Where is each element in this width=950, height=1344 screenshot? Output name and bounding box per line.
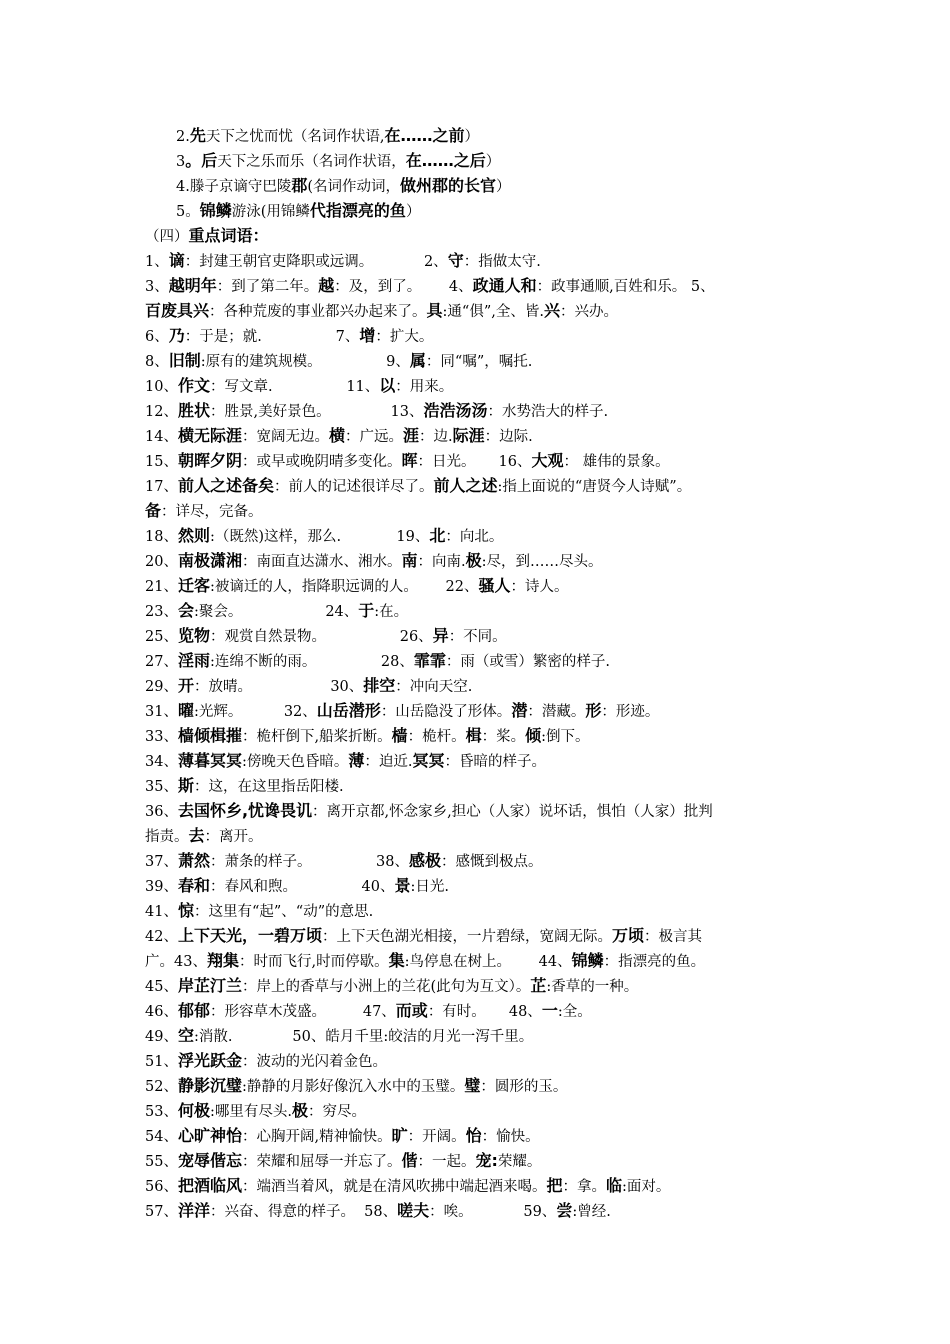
text-run: 52、 [145, 1079, 178, 1095]
text-run: ：感慨到极点。 [440, 854, 543, 870]
text-run: ：胜景,美好景色。 13、 [209, 404, 424, 420]
text-run: ：观赏自然景物。 26、 [209, 629, 433, 645]
text-line [145, 751, 546, 772]
text-run: :哪里有尽头. [209, 1104, 292, 1120]
text-line [145, 876, 449, 897]
text-line [145, 1101, 366, 1122]
text-run: ：一起。 [417, 1154, 476, 1170]
bold-term: 嗟夫 [397, 1201, 430, 1220]
text-run: ：及，到了。 4、 [334, 279, 473, 295]
text-line [145, 251, 541, 272]
bold-term: 集 [388, 951, 405, 970]
text-run: ：诗人。 [510, 579, 569, 595]
text-line [145, 801, 713, 822]
text-run: 36、 [145, 804, 178, 820]
bold-term: 谪 [168, 251, 185, 270]
text-run: ：同“嘱”，嘱托. [425, 354, 533, 370]
text-line [145, 1126, 540, 1147]
bold-term: 曜 [177, 701, 194, 720]
text-run: ：上下天色湖光相接，一片碧绿，宽阔无际。 [321, 929, 612, 945]
text-run: :消散. 50、皓月千里:皎洁的月光一泻千里。 [193, 1029, 534, 1045]
text-run: ） [485, 154, 501, 170]
bold-term: 心旷神怡 [177, 1126, 242, 1145]
text-run: 12、 [145, 404, 178, 420]
bold-term: 属 [409, 351, 426, 370]
text-run: :尽，到……尽头。 [481, 554, 603, 570]
bold-term: 上下天光，一碧万顷 [177, 926, 322, 945]
bold-term: 异 [432, 626, 449, 645]
bold-term: 潜 [511, 701, 528, 720]
bold-term: 会 [177, 601, 194, 620]
text-line [145, 726, 590, 747]
bold-term: 越 [318, 276, 335, 295]
bold-term: 南 [401, 551, 418, 570]
text-run: ：迫近. [364, 754, 413, 770]
bold-term: 尝 [556, 1201, 573, 1220]
text-line [145, 1151, 541, 1172]
text-run: ：前人的记述很详尽了。 [273, 479, 434, 495]
text-line [145, 576, 568, 597]
bold-term: 把 [546, 1176, 563, 1195]
text-run: 15、 [145, 454, 178, 470]
bold-term: 际涯 [452, 426, 485, 445]
text-run: 指责。 [145, 829, 189, 845]
bold-term: 临 [605, 1176, 622, 1195]
bold-term: 感极 [408, 851, 441, 870]
text-line [145, 401, 608, 422]
bold-term: 北 [429, 526, 446, 545]
bold-term: 骚人 [478, 576, 511, 595]
text-run: ：春风和煦。 40、 [209, 879, 395, 895]
text-run: :被谪迁的人，指降职远调的人。 22、 [209, 579, 479, 595]
bold-term: 朝晖夕阴 [177, 451, 242, 470]
text-run: ：指做太守. [463, 254, 541, 270]
text-run: :鸟停息在树上。 44、 [404, 954, 572, 970]
bold-term: 以 [379, 376, 396, 395]
bold-term: 翔集 [206, 951, 239, 970]
text-run: ） [464, 129, 479, 145]
text-run: ：昏暗的样子。 [444, 754, 546, 770]
text-run: ：山岳隐没了形体。 [380, 704, 512, 720]
text-run: ：扩大。 [375, 329, 434, 345]
text-run: ：兴奋、得意的样子。 58、 [209, 1204, 398, 1220]
bold-term: 怡 [465, 1126, 482, 1145]
text-run: :静静的月影好像沉入水中的玉璧。 [241, 1079, 465, 1095]
text-line [145, 1076, 567, 1097]
text-run: ：唉。 59、 [429, 1204, 557, 1220]
text-run: :傍晚天色昏暗。 [241, 754, 349, 770]
text-line [145, 376, 453, 397]
bold-term: 乃 [168, 326, 185, 345]
text-line [145, 301, 618, 322]
text-run: ：潜藏。 [527, 704, 586, 720]
text-run: ：有时。 48、 [427, 1004, 542, 1020]
text-line [145, 776, 344, 797]
text-run: 5。 [176, 204, 200, 220]
bold-term: 迁客 [177, 576, 210, 595]
text-run: :日光. [410, 879, 449, 895]
text-run: ：或早或晚阴晴多变化。 [241, 454, 402, 470]
text-line [145, 1026, 533, 1047]
text-run: 53、 [145, 1104, 178, 1120]
text-run: ） [496, 179, 511, 195]
text-run: 天下之乐而乐（名词作状语， [217, 154, 406, 170]
text-run: :香草的一种。 [546, 979, 639, 995]
text-run: ：边际. [484, 429, 533, 445]
text-run: ：详尽，完备。 [161, 504, 263, 520]
text-run: ： 雄伟的景象。 [563, 454, 670, 470]
text-run: 31、 [145, 704, 178, 720]
text-line [145, 976, 638, 997]
text-line [145, 501, 263, 522]
bold-term: 览物 [177, 626, 210, 645]
text-run: 54、 [145, 1129, 178, 1145]
bold-term: 芷 [530, 976, 547, 995]
text-line [145, 926, 702, 947]
text-run: 4.滕子京谪守巴陵 [176, 179, 292, 195]
text-run: 51、 [145, 1054, 178, 1070]
text-run: ：封建王朝官吏降职或远调。 2、 [184, 254, 448, 270]
text-run: 49、 [145, 1029, 178, 1045]
bold-term: 岸芷汀兰 [177, 976, 242, 995]
text-run: ：向北。 [445, 529, 504, 545]
text-line [145, 626, 507, 647]
bold-term: 樯 [391, 726, 408, 745]
bold-term: 排空 [363, 676, 396, 695]
bold-term: 南极潇湘 [177, 551, 242, 570]
bold-term: 兴 [543, 301, 560, 320]
text-line [145, 901, 373, 922]
text-line [145, 476, 691, 497]
text-line [145, 526, 503, 547]
bold-term: 万顷 [611, 926, 644, 945]
bold-term: 空 [177, 1026, 194, 1045]
bold-term: 锦鳞 [199, 201, 232, 220]
bold-term: 静影沉璧 [177, 1076, 242, 1095]
text-run: ：放晴。 30、 [193, 679, 364, 695]
text-run: ：形迹。 [601, 704, 660, 720]
text-run: 14、 [145, 429, 178, 445]
bold-term: 晖 [401, 451, 418, 470]
bold-term: 在……之后 [405, 151, 486, 170]
text-line [145, 351, 532, 372]
bold-term: 政通人和 [472, 276, 537, 295]
text-run: ：心胸开阔,精神愉快。 [241, 1129, 392, 1145]
bold-term: 形 [585, 701, 602, 720]
text-run: ） [405, 204, 421, 220]
text-run: :原有的建筑规模。 9、 [200, 354, 410, 370]
text-run: :在。 [374, 604, 409, 620]
bold-term: 宠: [475, 1151, 498, 1170]
text-run: 荣耀。 [497, 1154, 542, 1170]
text-line [145, 326, 433, 347]
bold-term: 萧然 [177, 851, 210, 870]
bold-term: 冥冥 [412, 751, 445, 770]
text-run: ：到了第二年。 [216, 279, 319, 295]
text-run: 广。43、 [145, 954, 207, 970]
text-run: （四） [145, 229, 189, 245]
bold-term: 越明年 [168, 276, 217, 295]
text-line [145, 1051, 387, 1072]
text-line [145, 826, 263, 847]
bold-term: 一 [541, 1001, 558, 1020]
text-run: 3、 [145, 279, 169, 295]
text-run: ：岸上的香草与小洲上的兰花(此句为互文）。 [241, 979, 531, 995]
text-run: 23、 [145, 604, 178, 620]
text-run: ：离开京都,怀念家乡,担心（人家）说坏话，惧怕（人家）批判 [312, 804, 713, 820]
bold-term: 何极 [177, 1101, 210, 1120]
text-run: ：离开。 [204, 829, 263, 845]
bold-term: 大观 [531, 451, 564, 470]
text-run: 25、 [145, 629, 178, 645]
bold-term: 楫 [465, 726, 482, 745]
bold-term: 旷 [391, 1126, 408, 1145]
bold-term: 洋洋 [177, 1201, 210, 1220]
bold-term: 具 [426, 301, 443, 320]
bold-term: 作文 [177, 376, 210, 395]
text-line [145, 1176, 670, 1197]
text-line [176, 201, 420, 222]
text-run: 29、 [145, 679, 178, 695]
bold-term: 开 [177, 676, 194, 695]
text-run: :指上面说的“唐贤今人诗赋”。 [497, 479, 692, 495]
text-run: ：不同。 [448, 629, 507, 645]
text-run: ：波动的光闪着金色。 [241, 1054, 387, 1070]
text-run: :聚会。 24、 [193, 604, 359, 620]
text-run: (名词作动词， [307, 179, 401, 195]
text-line [145, 676, 472, 697]
bold-term: 山岳潜形 [316, 701, 381, 720]
bold-term: 霏霏 [413, 651, 446, 670]
text-run: :曾经. [572, 1204, 611, 1220]
text-run: ：指漂亮的鱼。 [603, 954, 706, 970]
text-run: :（既然)这样，那么. 19、 [209, 529, 430, 545]
bold-term: 郡 [291, 176, 308, 195]
text-run: 45、 [145, 979, 178, 995]
bold-term: 璧 [464, 1076, 481, 1095]
bold-term: 横 [328, 426, 345, 445]
bold-term: 横无际涯 [177, 426, 242, 445]
text-run: ：极言其 [643, 929, 702, 945]
text-run: 27、 [145, 654, 178, 670]
text-run: ：用来。 [395, 379, 454, 395]
bold-term: 把酒临风 [177, 1176, 242, 1195]
bold-term: 樯倾楫摧 [177, 726, 242, 745]
text-run: 8、 [145, 354, 169, 370]
text-run: :通“俱”,全、皆. [442, 304, 544, 320]
text-run: ：各种荒废的事业都兴办起来了。 [209, 304, 427, 320]
bold-term: 涯 [402, 426, 419, 445]
text-run: 1、 [145, 254, 169, 270]
text-run: ：水势浩大的样子. [487, 404, 609, 420]
text-line [145, 451, 670, 472]
text-run: 20、 [145, 554, 178, 570]
text-run: :全。 [557, 1004, 592, 1020]
text-line [145, 1001, 592, 1022]
text-line [176, 176, 511, 197]
text-run: 天下之忧而忧（名词作状语, [205, 129, 385, 145]
bold-term: 郁郁 [177, 1001, 210, 1020]
text-run: ：端酒当着风，就是在清风吹拂中端起酒来喝。 [241, 1179, 547, 1195]
bold-term: 前人之述备矣 [177, 476, 274, 495]
text-run: ：边. [419, 429, 453, 445]
text-line [145, 276, 715, 297]
text-run: ：时而飞行,时而停歇。 [238, 954, 389, 970]
text-run: ：萧条的样子。 38、 [209, 854, 409, 870]
bold-term: 然则 [177, 526, 210, 545]
bold-term: 去国怀乡,忧谗畏讥 [177, 801, 313, 820]
text-run: 35、 [145, 779, 178, 795]
text-run: 57、 [145, 1204, 178, 1220]
text-run: ：拿。 [562, 1179, 606, 1195]
text-run: 3 [176, 154, 186, 170]
bold-term: 春和 [177, 876, 210, 895]
text-run: ：荣耀和屈辱一并忘了。 [241, 1154, 402, 1170]
bold-term: 偕 [401, 1151, 418, 1170]
text-run: :面对。 [622, 1179, 671, 1195]
text-run: 2. [176, 129, 190, 145]
bold-term: 景 [394, 876, 411, 895]
text-run: 39、 [145, 879, 178, 895]
text-run: 42、 [145, 929, 178, 945]
text-line [145, 1201, 611, 1222]
text-line [145, 701, 659, 722]
text-run: 33、 [145, 729, 178, 745]
text-line [145, 851, 542, 872]
bold-term: 胜状 [177, 401, 210, 420]
bold-term: 前人之述 [433, 476, 498, 495]
bold-term: 重点词语： [188, 226, 269, 245]
bold-term: 宠辱偕忘 [177, 1151, 242, 1170]
bold-term: 斯 [177, 776, 194, 795]
bold-term: 极 [465, 551, 482, 570]
text-run: ：雨（或雪）繁密的样子. [445, 654, 610, 670]
text-run: 55、 [145, 1154, 178, 1170]
bold-term: 备 [145, 501, 162, 520]
text-run: 游泳(用锦鳞 [231, 204, 310, 220]
text-line [176, 126, 479, 147]
text-line [145, 601, 408, 622]
text-line [145, 426, 533, 447]
bold-term: 去 [188, 826, 205, 845]
bold-term: 守 [447, 251, 464, 270]
text-run: ：穷尽。 [307, 1104, 366, 1120]
text-line [145, 651, 610, 672]
text-line [176, 151, 500, 172]
text-run: ：宽阔无边。 [241, 429, 329, 445]
bold-term: 做州郡的长官 [400, 176, 497, 195]
text-run: 37、 [145, 854, 178, 870]
text-run: 17、 [145, 479, 178, 495]
text-run: 34、 [145, 754, 178, 770]
text-run: ：这里有“起”、“动”的意思. [193, 904, 374, 920]
bold-term: 薄暮冥冥 [177, 751, 242, 770]
bold-term: 惊 [177, 901, 194, 920]
text-run: ：日光。 16、 [417, 454, 532, 470]
text-run: 21、 [145, 579, 178, 595]
bold-term: 浩浩汤汤 [423, 401, 488, 420]
bold-term: 在……之前 [384, 126, 465, 145]
text-run: ：这，在这里指岳阳楼. [193, 779, 344, 795]
text-run: ：桅杆倒下,船桨折断。 [241, 729, 392, 745]
bold-term: 增 [359, 326, 376, 345]
bold-term: 于 [358, 601, 375, 620]
bold-term: 浮光跃金 [177, 1051, 242, 1070]
text-run: ：形容草木茂盛。 47、 [209, 1004, 396, 1020]
text-line [145, 226, 269, 247]
bold-term: 锦鳞 [571, 951, 604, 970]
text-run: ：桅杆。 [407, 729, 466, 745]
text-run: :光辉。 32、 [193, 704, 317, 720]
bold-term: 百废具兴 [145, 301, 210, 320]
text-run: :倒下。 [541, 729, 590, 745]
text-run: ：开阔。 [407, 1129, 466, 1145]
bold-term: 薄 [348, 751, 365, 770]
text-run: ：愉快。 [481, 1129, 540, 1145]
text-run: ：兴办。 [559, 304, 618, 320]
bold-term: 旧制 [168, 351, 201, 370]
bold-term: 极 [291, 1101, 308, 1120]
text-line [145, 551, 603, 572]
bold-term: 代指漂亮的鱼 [309, 201, 406, 220]
text-run: ：冲向天空. [395, 679, 473, 695]
text-run: 6、 [145, 329, 169, 345]
text-run: ：政事通顺,百姓和乐。 5、 [536, 279, 715, 295]
text-run: ：向南. [417, 554, 466, 570]
text-run: 46、 [145, 1004, 178, 1020]
bold-term: 。后 [185, 151, 218, 170]
text-run: ：写文章. 11、 [209, 379, 380, 395]
bold-term: 先 [189, 126, 206, 145]
text-run: ：于是；就. 7、 [184, 329, 360, 345]
text-run: ：广远。 [344, 429, 403, 445]
text-run: 10、 [145, 379, 178, 395]
text-run: ：圆形的玉。 [480, 1079, 568, 1095]
text-run: ：南面直达潇水、湘水。 [241, 554, 402, 570]
text-run: ：桨。 [481, 729, 526, 745]
text-run: :连绵不断的雨。 28、 [209, 654, 414, 670]
text-line [145, 951, 705, 972]
text-run: 18、 [145, 529, 178, 545]
bold-term: 淫雨 [177, 651, 210, 670]
bold-term: 倾 [525, 726, 542, 745]
text-run: 56、 [145, 1179, 178, 1195]
bold-term: 而或 [395, 1001, 428, 1020]
text-run: 41、 [145, 904, 178, 920]
